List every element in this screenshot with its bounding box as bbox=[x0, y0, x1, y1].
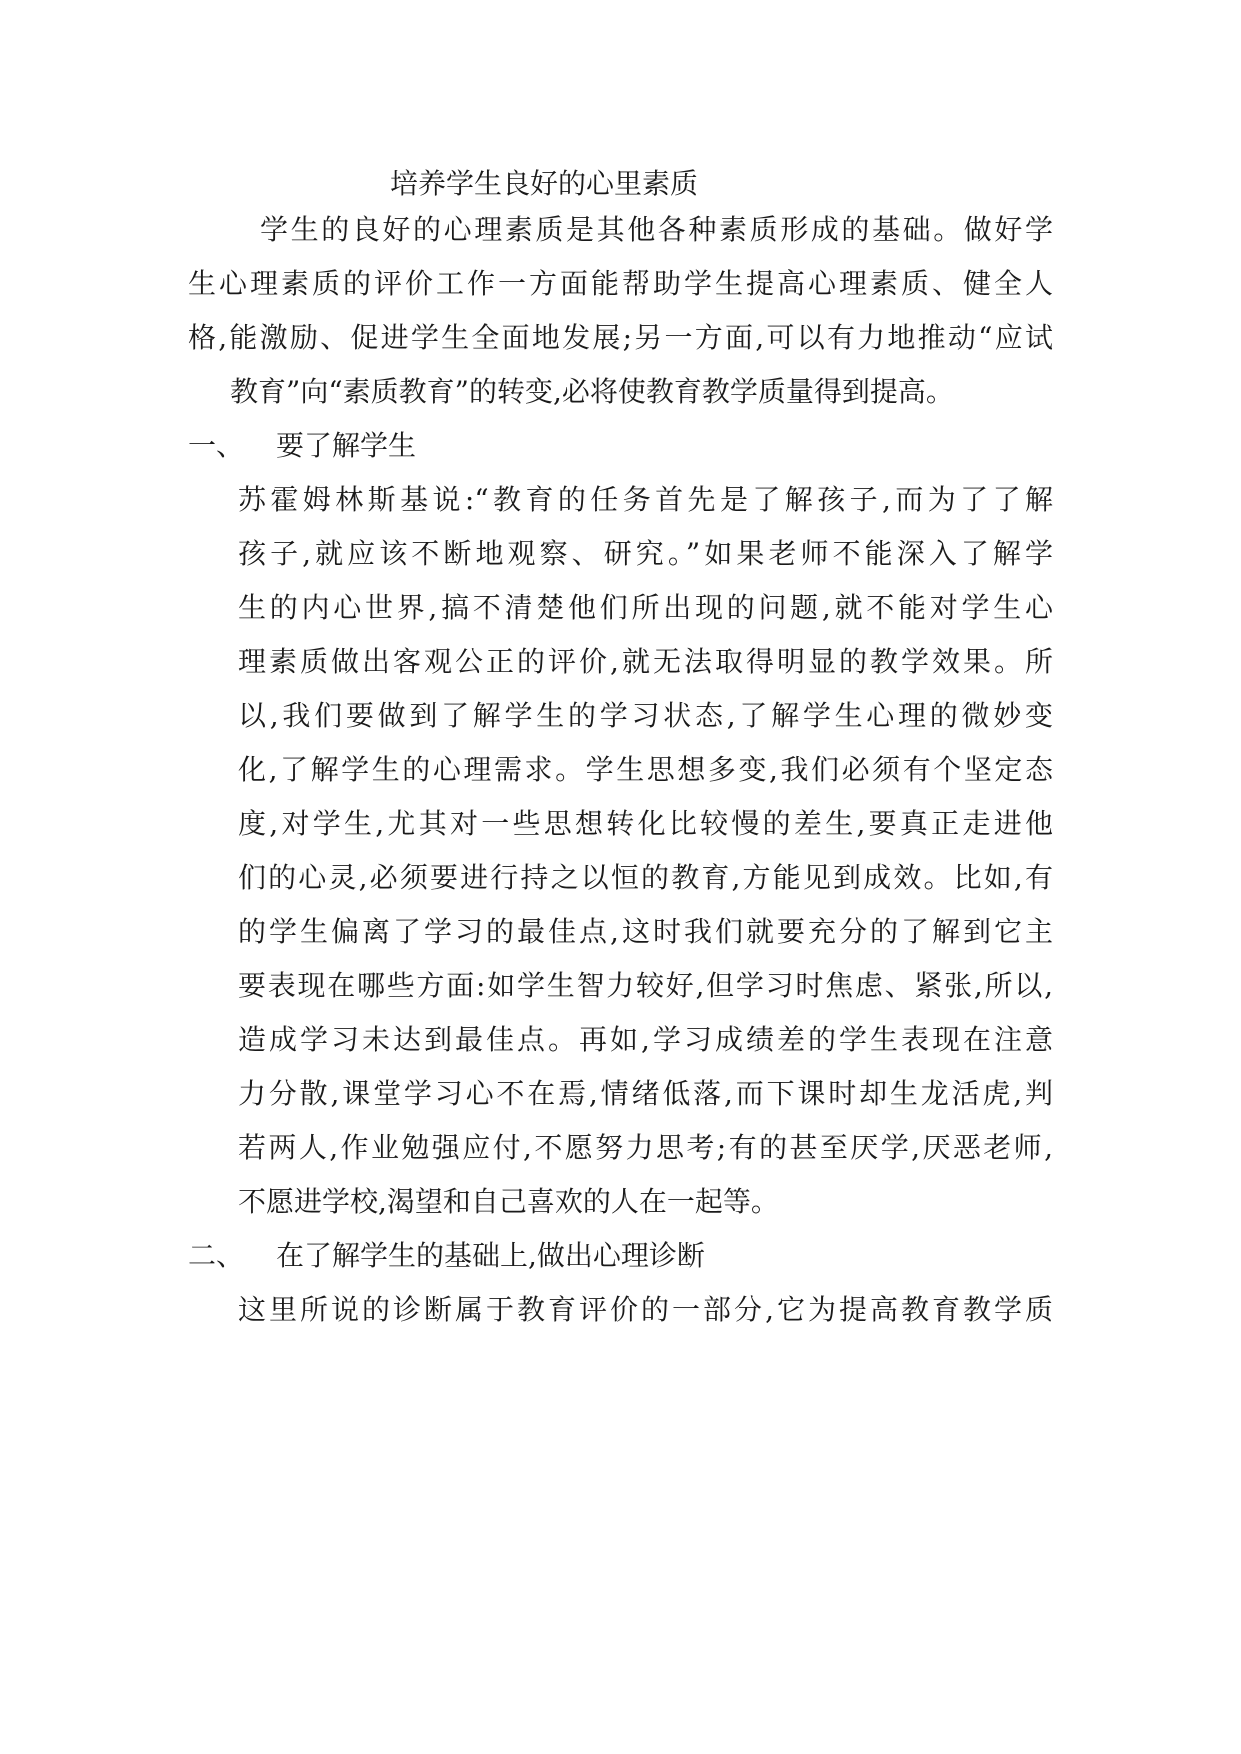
section-1-line-1: 苏霍姆林斯基说:“教育的任务首先是了解孩子,而为了了解 bbox=[238, 483, 1053, 516]
section-1-line-12: 力分散,课堂学习心不在焉,情绪低落,而下课时却生龙活虎,判 bbox=[238, 1077, 1053, 1110]
section-1-line-14: 不愿进学校,渴望和自己喜欢的人在一起等。 bbox=[238, 1185, 779, 1218]
section-1-line-10: 要表现在哪些方面:如学生智力较好,但学习时焦虑、紧张,所以, bbox=[238, 969, 1053, 1002]
section-1-title: 要了解学生 bbox=[276, 429, 417, 462]
section-1-line-8: 们的心灵,必须要进行持之以恒的教育,方能见到成效。比如,有 bbox=[238, 861, 1053, 894]
intro-line-2: 生心理素质的评价工作一方面能帮助学生提高心理素质、健全人 bbox=[188, 267, 1053, 300]
section-2-number: 二、 bbox=[188, 1239, 245, 1272]
section-1-line-13: 若两人,作业勉强应付,不愿努力思考;有的甚至厌学,厌恶老师, bbox=[238, 1131, 1053, 1164]
section-2-title: 在了解学生的基础上,做出心理诊断 bbox=[276, 1239, 705, 1272]
section-1-line-2: 孩子,就应该不断地观察、研究。”如果老师不能深入了解学 bbox=[238, 537, 1053, 570]
section-1-line-6: 化,了解学生的心理需求。学生思想多变,我们必须有个坚定态 bbox=[238, 753, 1053, 786]
intro-line-1: 学生的良好的心理素质是其他各种素质形成的基础。做好学 bbox=[260, 213, 1053, 246]
section-1-line-7: 度,对学生,尤其对一些思想转化比较慢的差生,要真正走进他 bbox=[238, 807, 1053, 840]
section-2-heading bbox=[188, 1236, 705, 1276]
page-title: 培养学生良好的心里素质 bbox=[390, 167, 699, 200]
section-1-line-5: 以,我们要做到了解学生的学习状态,了解学生心理的微妙变 bbox=[238, 699, 1053, 732]
section-1-heading bbox=[188, 426, 416, 466]
section-1-line-3: 生的内心世界,搞不清楚他们所出现的问题,就不能对学生心 bbox=[238, 591, 1053, 624]
intro-line-3: 格,能激励、促进学生全面地发展;另一方面,可以有力地推动“应试 bbox=[188, 321, 1053, 354]
section-1-number: 一、 bbox=[188, 429, 245, 462]
section-1-line-11: 造成学习未达到最佳点。再如,学习成绩差的学生表现在注意 bbox=[238, 1023, 1053, 1056]
section-1-line-9: 的学生偏离了学习的最佳点,这时我们就要充分的了解到它主 bbox=[238, 915, 1053, 948]
section-1-line-4: 理素质做出客观公正的评价,就无法取得明显的教学效果。所 bbox=[238, 645, 1053, 678]
intro-line-4: 教育”向“素质教育”的转变,必将使教育教学质量得到提高。 bbox=[230, 375, 954, 408]
section-2-line-1: 这里所说的诊断属于教育评价的一部分,它为提高教育教学质 bbox=[238, 1293, 1053, 1326]
